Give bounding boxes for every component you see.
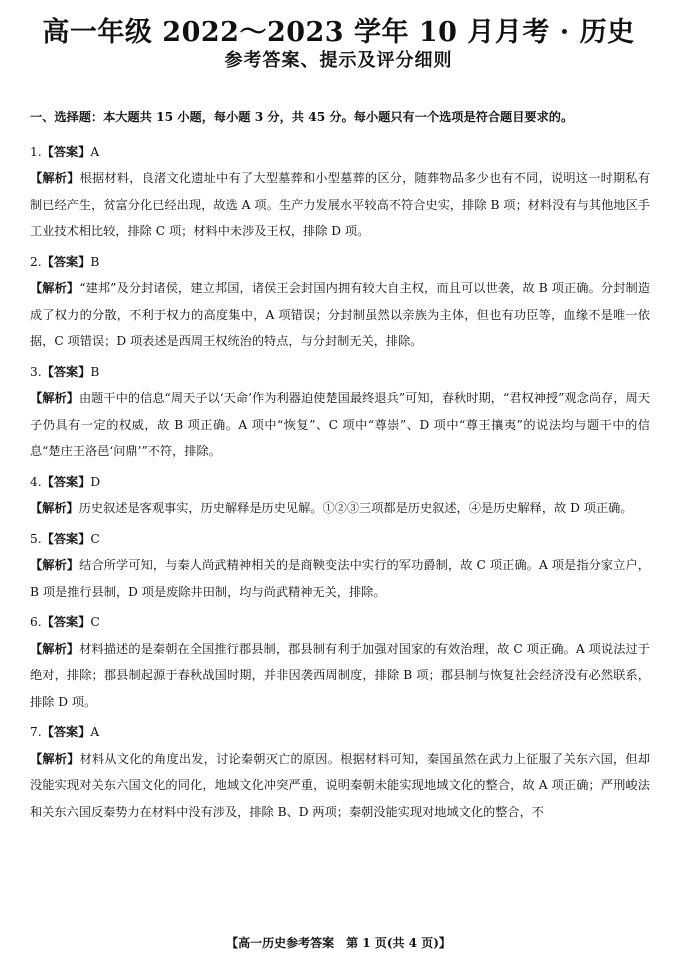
answer-line	[30, 469, 650, 496]
analysis-tag: 【解析】	[30, 391, 79, 405]
answer-tag: 【答案】	[41, 531, 91, 546]
question-number: 5.	[30, 531, 42, 546]
question-block	[30, 359, 650, 465]
question-block	[30, 609, 650, 715]
answer-line	[30, 139, 650, 166]
answer-value: A	[90, 725, 100, 739]
answer-value: C	[90, 615, 100, 629]
answer-tag: 【答案】	[41, 615, 91, 629]
analysis-tag: 【解析】	[30, 558, 80, 572]
analysis-text: 结合所学可知，与秦人尚武精神相关的是商鞅变法中实行的军功爵制，故 C 项正确。A 项是指分家立户，B 项是推行县制，D 项是废除井田制，均与尚武精神无关，排除。	[30, 558, 650, 599]
analysis-text: “建邦”及分封诸侯，建立邦国，诸侯王会封国内拥有较大自主权，而且可以世袭，故 B 项正确。分封制造成了权力的分散，不利于权力的高度集中，A 项错误；分封制虽然以亲族为主体，但也有功臣等，血缘不是唯一依据，C 项错误；D 项表述是西周王权统治的特点，与分封制无关，排除。	[30, 281, 651, 348]
analysis-paragraph	[30, 636, 650, 716]
analysis-text: 由题干中的信息“周天子以‘天命’作为利器迫使楚国最终退兵”可知，春秋时期，“君权神授”观念尚存，周天子仍具有一定的权威，故 B 项正确。A 项中“恢复”、C 项中“尊崇”、D 项中“尊王攘夷”的说法均与题干中的信息“楚庄王洛邑‘问鼎’”不符，排除。	[30, 391, 651, 458]
question-block	[30, 526, 650, 606]
page-title: 高一年级 2022～2023 学年 10 月月考 · 历史	[42, 17, 635, 48]
answer-value: B	[90, 364, 100, 379]
answer-value: B	[90, 254, 100, 269]
analysis-tag: 【解析】	[30, 751, 80, 766]
question-number: 4.	[30, 474, 42, 489]
analysis-paragraph	[30, 746, 650, 826]
answer-content	[30, 104, 650, 829]
analysis-tag: 【解析】	[30, 641, 80, 656]
analysis-tag: 【解析】	[30, 501, 79, 515]
answer-tag: 【答案】	[41, 725, 91, 739]
analysis-tag: 【解析】	[30, 171, 80, 185]
answer-tag: 【答案】	[41, 254, 91, 269]
analysis-text: 材料从文化的角度出发，讨论秦朝灭亡的原因。根据材料可知，秦国虽然在武力上征服了关东六国，但却没能实现对关东六国文化的同化，地域文化冲突严重，说明秦朝未能实现地域文化的整合，故 A 项正确；严刑峻法和关东六国反秦势力在材料中没有涉及，排除 B、D 两项；秦朝没能实现对地域文化的整合，不	[30, 751, 651, 819]
question-block	[30, 139, 650, 245]
page-subtitle: 参考答案、提示及评分细则	[224, 50, 453, 71]
analysis-paragraph	[30, 385, 650, 465]
answer-value: D	[90, 474, 101, 489]
analysis-text: 历史叙述是客观事实，历史解释是历史见解。①②③三项都是历史叙述，④是历史解释，故 D 项正确。	[78, 501, 633, 515]
analysis-paragraph	[30, 552, 650, 605]
question-number: 3.	[30, 364, 42, 379]
answer-line	[30, 526, 650, 553]
answer-value: A	[90, 144, 100, 159]
answer-tag: 【答案】	[41, 474, 91, 489]
question-block	[30, 719, 650, 825]
answer-line	[30, 249, 650, 276]
analysis-text: 材料描述的是秦朝在全国推行郡县制，郡县制有利于加强对国家的有效治理，故 C 项正确。A 项说法过于绝对，排除；郡县制起源于春秋战国时期，并非因袭西周制度，排除 B 项；郡县制与恢复社会经济没有必然联系，排除 D 项。	[30, 641, 650, 709]
question-number: 1.	[30, 144, 42, 159]
analysis-text: 根据材料，良渚文化遗址中有了大型墓葬和小型墓葬的区分，随葬物品多少也有不同，说明这一时期私有制已经产生，贫富分化已经出现，故选 A 项。生产力发展水平较高不符合史实，排除 B 项；材料没有与其他地区手工业技术相比较，排除 C 项；材料中未涉及王权，排除 D 项。	[30, 171, 651, 238]
question-block	[30, 249, 650, 355]
analysis-paragraph	[30, 495, 650, 522]
question-number: 6.	[30, 615, 42, 629]
answer-line	[30, 719, 650, 746]
analysis-paragraph	[30, 165, 650, 245]
answer-line	[30, 609, 650, 636]
analysis-paragraph	[30, 275, 650, 355]
answer-tag: 【答案】	[41, 364, 91, 379]
question-block	[30, 469, 650, 522]
analysis-tag: 【解析】	[30, 281, 80, 295]
page-footer: 【高一历史参考答案 第 1 页(共 4 页)】	[226, 936, 451, 950]
question-number: 7.	[30, 725, 42, 739]
answer-tag: 【答案】	[41, 144, 91, 159]
answer-value: C	[90, 531, 100, 546]
question-number: 2.	[30, 254, 42, 269]
section-heading: 一、选择题：本大题共 15 小题，每小题 3 分，共 45 分。每小题只有一个选项是符合题目要求的。	[30, 110, 574, 124]
answer-line	[30, 359, 650, 386]
